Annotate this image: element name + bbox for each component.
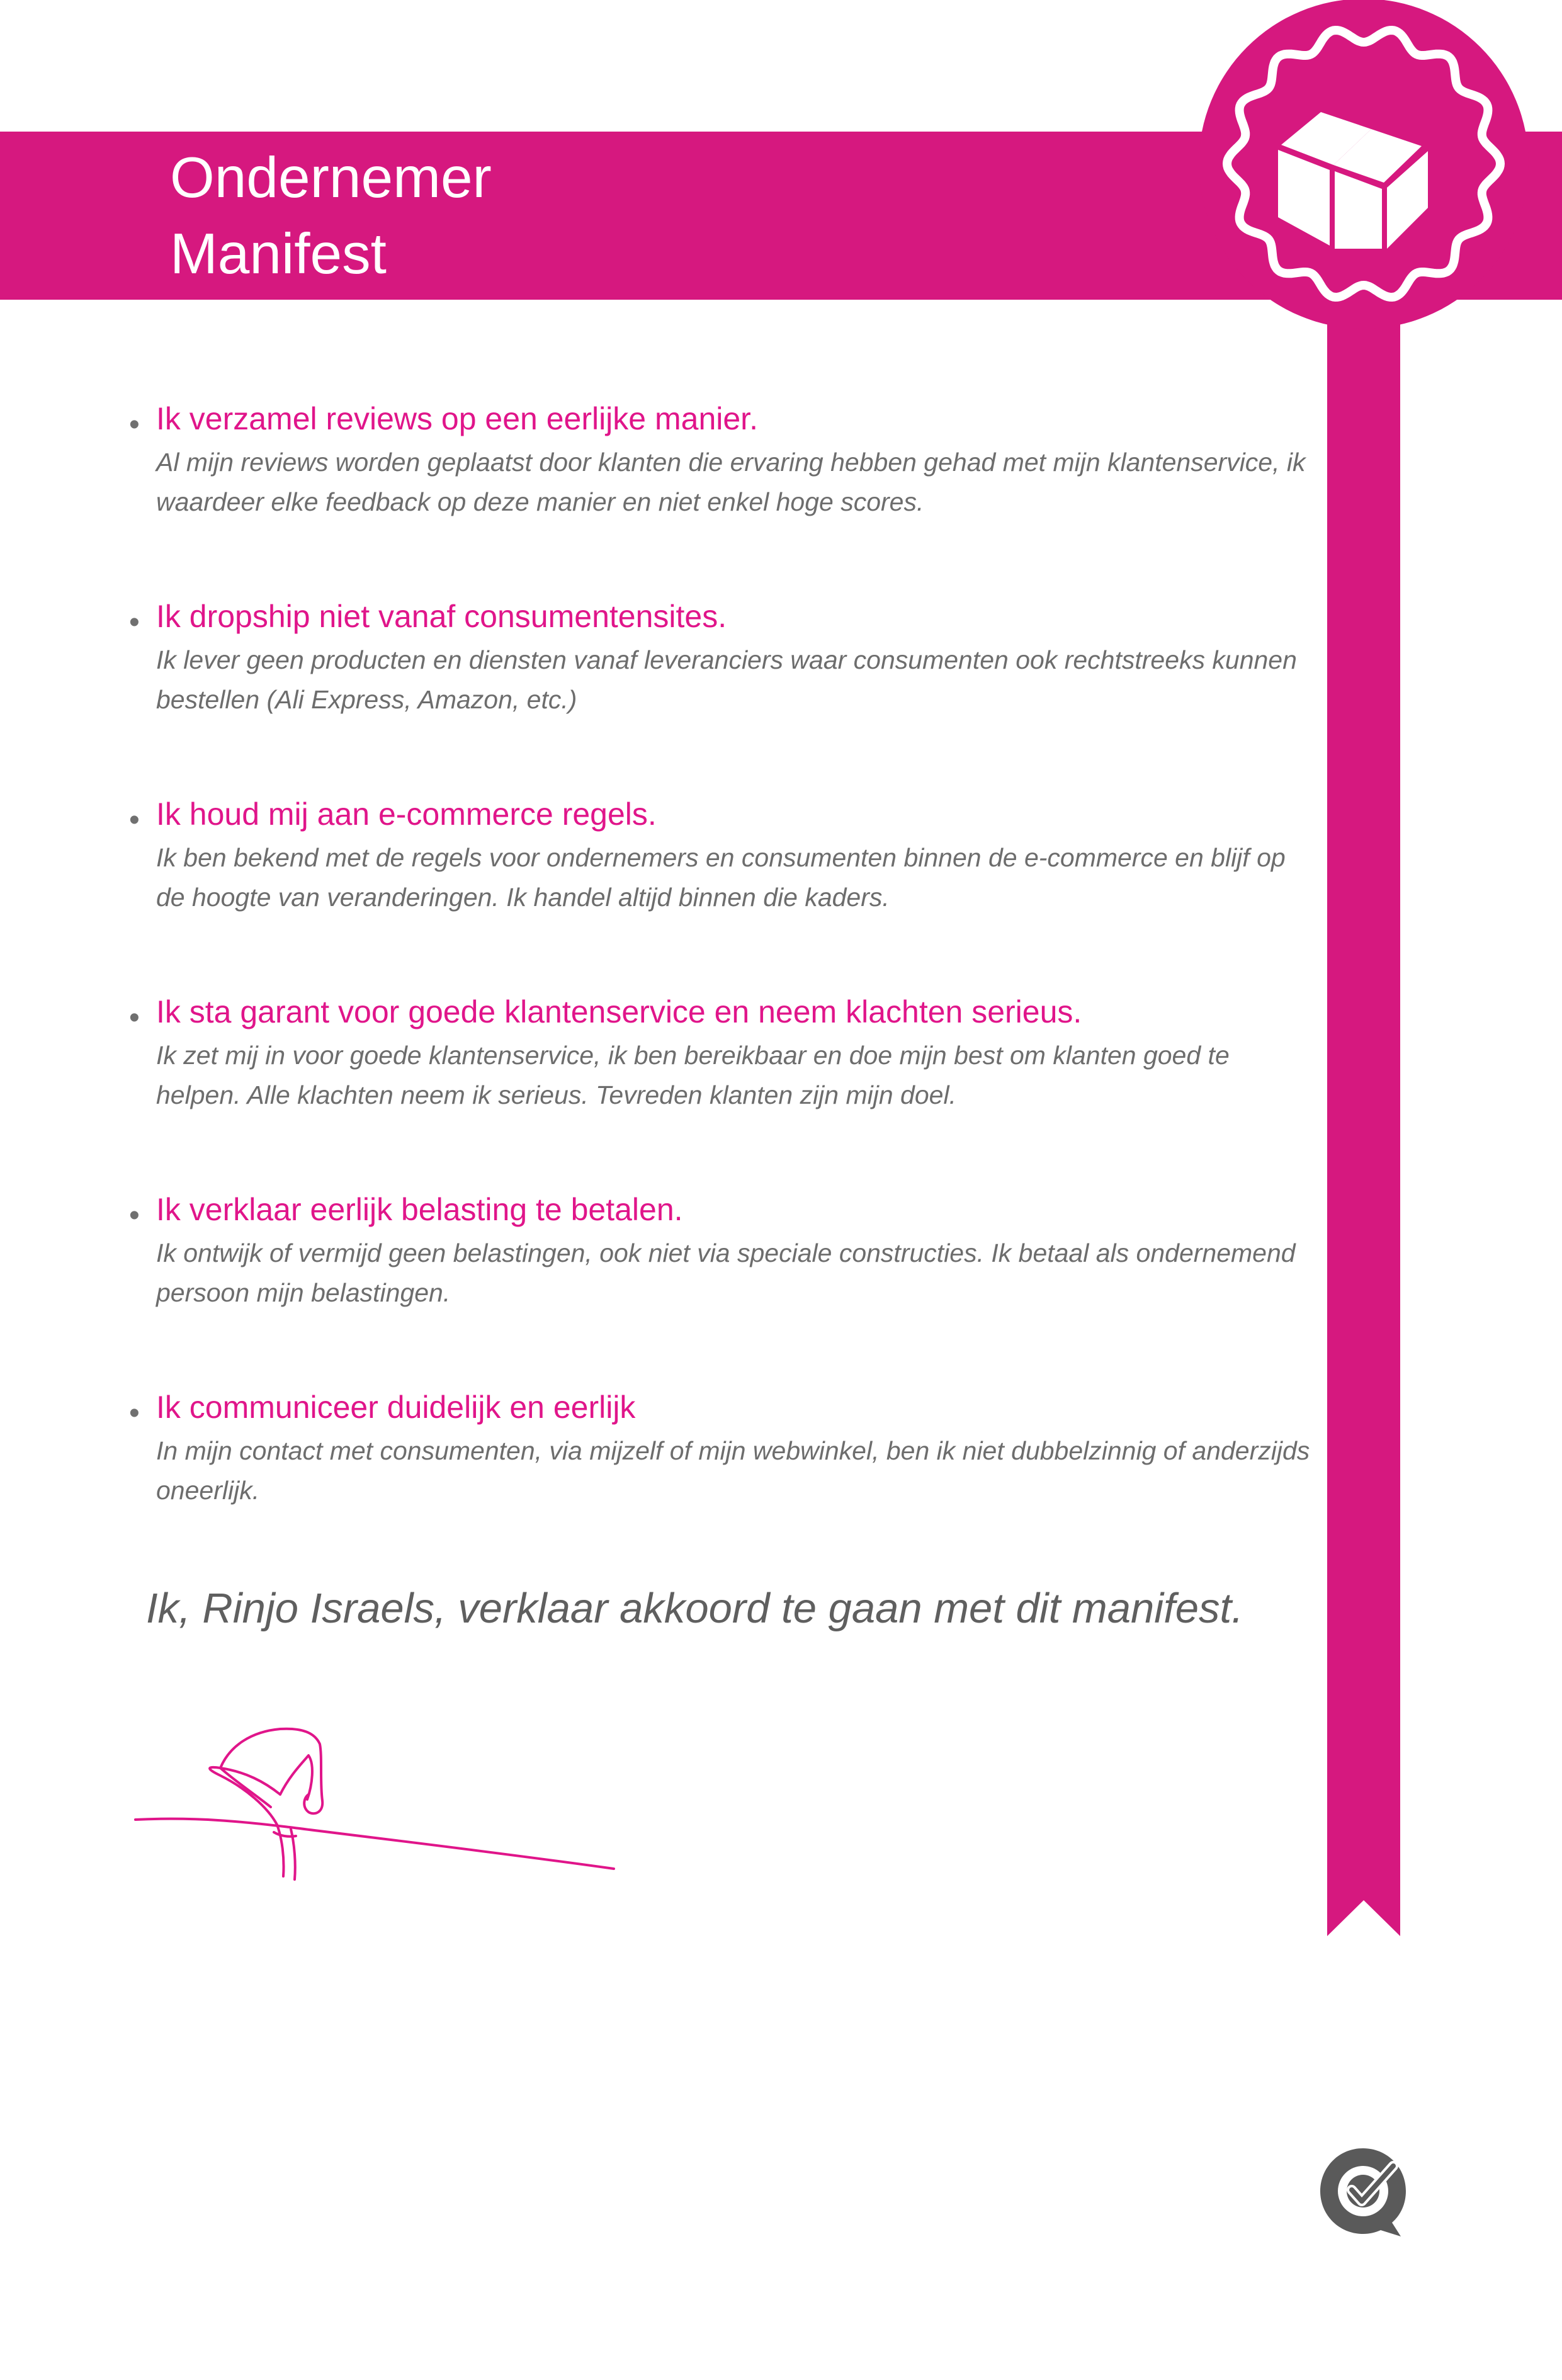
list-item [129, 1382, 1313, 1580]
title-line-1: Ondernemer [170, 146, 492, 210]
bullet-dot: • [129, 1199, 140, 1232]
item-title: Ik communiceer duidelijk en eerlijk [156, 1390, 636, 1425]
page-title [170, 140, 492, 292]
item-description: Ik lever geen producten en diensten vanaf leveranciers waar consumenten ook rechtstreeks kunnen bestellen (Ali Express, Amazon, etc.) [156, 645, 1297, 714]
item-title: Ik sta garant voor goede klantenservice en neem klachten serieus. [156, 994, 1082, 1029]
item-description: In mijn contact met consumenten, via mijzelf of mijn webwinkel, ben ik niet dubbelzinnig of anderzijds oneerlijk. [156, 1436, 1310, 1505]
declaration-statement: Ik, Rinjo Israels, verklaar akkoord te gaan met dit manifest. [146, 1585, 1243, 1632]
check-chat-icon [1313, 2141, 1413, 2241]
signature [126, 1687, 630, 1901]
item-title: Ik verklaar eerlijk belasting te betalen. [156, 1192, 683, 1227]
bullet-dot: • [129, 803, 140, 837]
item-title: Ik houd mij aan e-commerce regels. [156, 796, 657, 832]
item-title: Ik dropship niet vanaf consumentensites. [156, 599, 727, 634]
item-description: Ik ontwijk of vermijd geen belastingen, ook niet via speciale constructies. Ik betaal als ondernemend persoon mijn belastingen. [156, 1238, 1296, 1307]
bullet-dot: • [129, 1397, 140, 1430]
list-item [129, 987, 1313, 1184]
list-item [129, 394, 1313, 591]
title-line-2: Manifest [170, 222, 387, 286]
manifest-list [129, 394, 1313, 1580]
item-description: Al mijn reviews worden geplaatst door klanten die ervaring hebben gehad met mijn klantenservice, ik waardeer elke feedback op deze manier en niet enkel hoge scores. [156, 448, 1306, 516]
bullet-dot: • [129, 1001, 140, 1034]
item-title: Ik verzamel reviews op een eerlijke manier. [156, 401, 758, 436]
ribbon-tail [1327, 264, 1400, 1936]
item-description: Ik zet mij in voor goede klantenservice, ik ben bereikbaar en doe mijn best om klanten goed te helpen. Alle klachten neem ik serieus. Tevreden klanten zijn mijn doel. [156, 1041, 1230, 1109]
list-item [129, 789, 1313, 987]
bullet-dot: • [129, 606, 140, 639]
list-item [129, 1184, 1313, 1382]
bullet-dot: • [129, 408, 140, 441]
item-description: Ik ben bekend met de regels voor ondernemers en consumenten binnen de e-commerce en blijf op de hoogte van veranderingen. Ik handel altijd binnen die kaders. [156, 843, 1286, 912]
list-item [129, 591, 1313, 789]
